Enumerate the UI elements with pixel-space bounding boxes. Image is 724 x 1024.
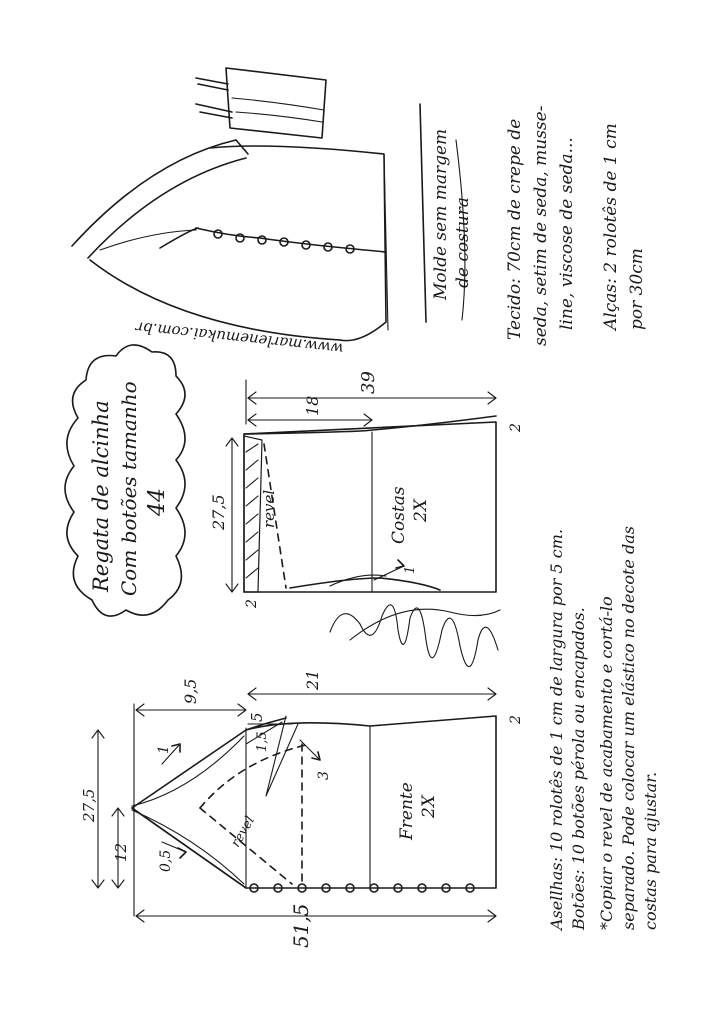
frente-dim-5: 5 [248,712,266,722]
straps-line1: Alças: 2 rolotês de 1 cm [601,123,621,330]
frente-dim-width: 51,5 [289,903,313,948]
frente-mark-15: 1,5 [255,731,270,752]
molde-note-bracket [420,104,426,322]
frente-revel: revel [228,813,259,850]
costas-piece [226,380,496,592]
molde-note-line2: de costura [453,197,473,288]
frente-mark-2: 2 [508,715,524,724]
notes-line5: costas para ajustar. [641,771,660,930]
notes-line2: Botões: 10 botões pérola ou encapados. [569,607,588,930]
frente-dim-12: 12 [112,842,130,862]
notes-line1: Asellhas: 10 rolotês de 1 cm de largura por 5 cm. [547,529,566,930]
garment-sketch [72,68,388,341]
frente-mark-3: 3 [316,771,332,780]
frente-mark-05: 0,5 [158,849,174,872]
molde-note-line1: Molde sem margem [431,128,451,300]
website-text: www.marlenemukai.com.br [134,318,345,358]
costas-mark-1: 1 [403,565,418,574]
costas-mark-a: 2 [508,423,524,432]
title-line2: Com botões tamanho [117,381,141,596]
frente-dim-95: 9,5 [181,678,200,704]
costas-dim-top: 18 [303,395,322,416]
frente-dim-21: 21 [303,669,322,690]
title-cloud [65,345,185,616]
frente-dim-height: 27,5 [80,788,98,822]
fabric-line1: Tecido: 70cm de crepe de [505,118,525,340]
title-size: 44 [145,488,170,516]
costas-revel: revel [260,489,278,528]
costas-label: Costas [389,486,409,544]
fabric-line2: seda, setim de seda, musse- [531,105,551,346]
costas-qty: 2X [411,499,431,522]
costas-dim-width: 39 [358,371,379,394]
frente-qty: 2X [419,795,439,818]
signature [330,605,500,667]
straps-line2: por 30cm [627,248,647,330]
notes-line3: *Copiar o revel de acabamento e cortá-lo [597,596,616,930]
fabric-line3: line, viscose de seda... [557,137,577,330]
title-line1: Regata de alcinha [89,400,113,592]
costas-mark-b: 2 [244,599,260,608]
frente-label: Frente [397,782,417,840]
frente-mark-1: 1 [156,745,172,754]
notes-line4: separado. Pode colocar um elástico no decote das [619,526,638,930]
costas-dim-height: 27,5 [209,494,228,530]
